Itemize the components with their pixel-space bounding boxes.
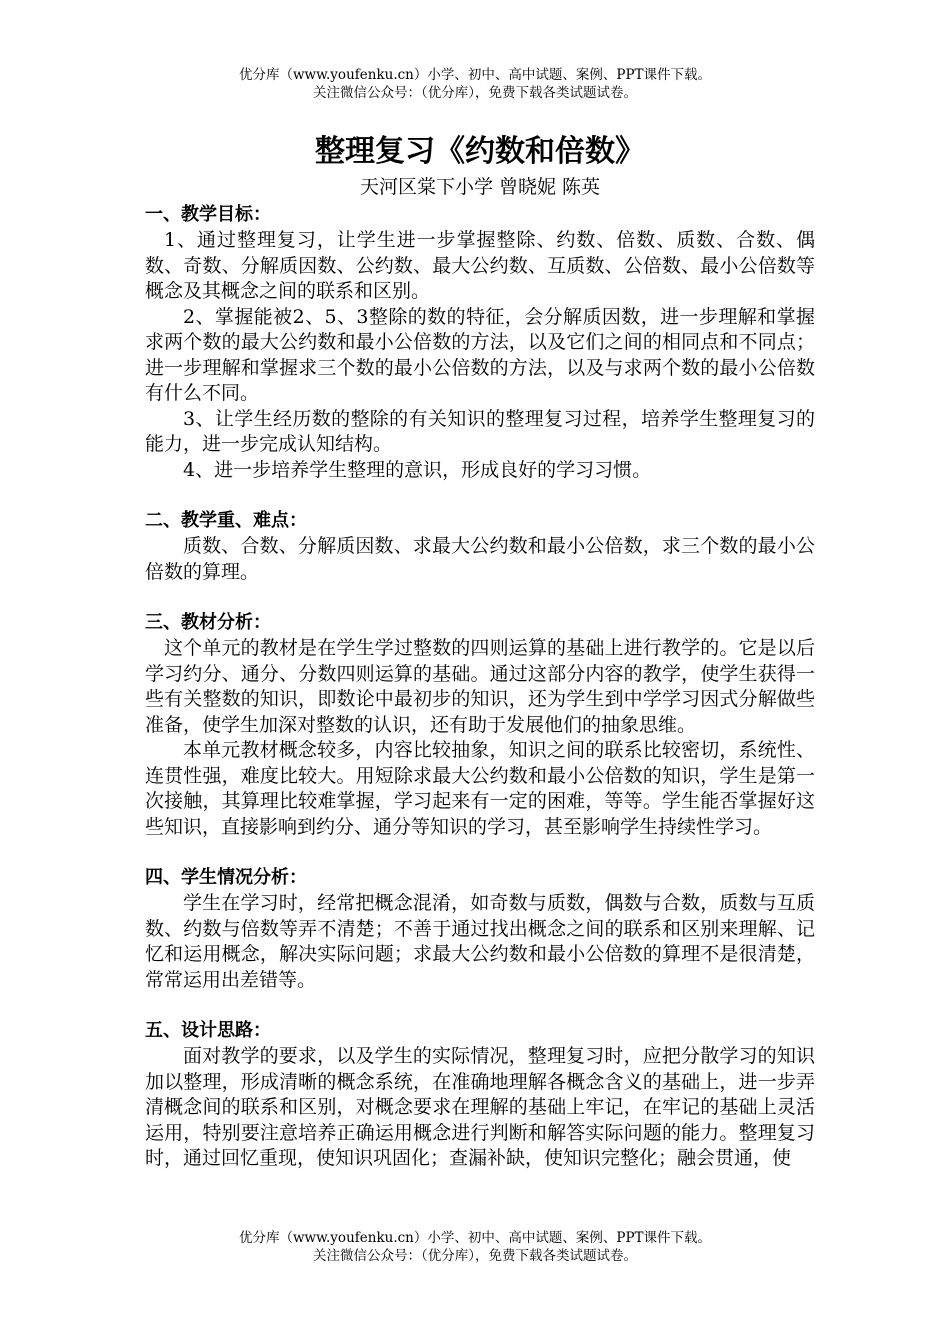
paragraph: 4、进一步培养学生整理的意识，形成良好的学习习惯。 xyxy=(183,458,652,481)
header-line-2: 关注微信公众号：（优分库），免费下载各类试题试卷。 xyxy=(313,85,637,101)
paragraph: 本单元教材概念较多，内容比较抽象，知识之间的联系比较密切，系统性、连贯性强，难度比较大。用短除求最大公约数和最小公倍数的知识，学生是第一次接触，其算理比较难掌握，学习起来有一定的困难，等等。学生能否掌握好这些知识，直接影响到约分、通分等知识的学习，甚至影响学生持续性学习。 xyxy=(145,739,815,838)
paragraph: 面对教学的要求，以及学生的实际情况，整理复习时，应把分散学习的知识加以整理，形成清晰的概念系统，在准确地理解各概念含义的基础上，进一步弄清概念间的联系和区别，对概念要求在理解的基础上牢记，在牢记的基础上灵活运用，特别要注意培养正确运用概念进行判断和解答实际问题的能力。整理复习时，通过回忆重现，使知识巩固化；查漏补缺，使知识完整化；融会贯通，使 xyxy=(145,1045,815,1169)
paragraph: 质数、合数、分解质因数、求最大公约数和最小公倍数，求三个数的最小公倍数的算理。 xyxy=(145,535,815,583)
section-teaching-goals xyxy=(145,202,815,483)
header-line-1: 优分库（www.youfenku.cn）小学、初中、高中试题、案例、PPT课件下载。 xyxy=(238,67,712,83)
section-student-analysis xyxy=(145,865,815,993)
paragraph: 3、让学生经历数的整除的有关知识的整理复习过程，培养学生整理复习的能力，进一步完成认知结构。 xyxy=(145,407,815,455)
section-design-idea xyxy=(145,1018,815,1172)
section-heading: 三、教材分析： xyxy=(145,612,271,633)
footer-line-1: 优分库（www.youfenku.cn）小学、初中、高中试题、案例、PPT课件下载。 xyxy=(238,1230,712,1246)
section-key-points xyxy=(145,508,815,585)
paragraph: 1、通过整理复习，让学生进一步掌握整除、约数、倍数、质数、合数、偶数、奇数、分解质因数、公约数、最大公约数、互质数、公倍数、最小公倍数等概念及其概念之间的联系和区别。 xyxy=(145,229,815,302)
document-author: 天河区棠下小学 曾晓妮 陈英 xyxy=(359,176,601,198)
document-body xyxy=(145,130,815,1172)
paragraph: 这个单元的教材是在学生学过整数的四则运算的基础上进行教学的。它是以后学习约分、通分、分数四则运算的基础。通过这部分内容的教学，使学生获得一些有关整数的知识，即数论中最初步的知识，还为学生到中学学习因式分解做些准备，使学生加深对整数的认识，还有助于发展他们的抽象思维。 xyxy=(145,637,815,736)
paragraph: 2、掌握能被2、5、3整除的数的特征，会分解质因数，进一步理解和掌握求两个数的最大公约数和最小公倍数的方法，以及它们之间的相同点和不同点；进一步理解和掌握求三个数的最小公倍数的方法，以及与求两个数的最小公倍数有什么不同。 xyxy=(145,305,815,404)
section-heading: 四、学生情况分析： xyxy=(145,867,307,888)
paragraph: 学生在学习时，经常把概念混淆，如奇数与质数，偶数与合数，质数与互质数、约数与倍数等弄不清楚；不善于通过找出概念之间的联系和区别来理解、记忆和运用概念，解决实际问题；求最大公约数和最小公倍数的算理不是很清楚，常常运用出差错等。 xyxy=(145,892,815,991)
section-material-analysis xyxy=(145,610,815,840)
document-title: 整理复习《约数和倍数》 xyxy=(315,134,645,169)
section-heading: 二、教学重、难点： xyxy=(145,510,307,531)
page-footer xyxy=(0,1229,950,1265)
section-heading: 五、设计思路： xyxy=(145,1020,271,1041)
section-heading: 一、教学目标： xyxy=(145,204,271,225)
page-header xyxy=(0,66,950,102)
footer-line-2: 关注微信公众号：（优分库），免费下载各类试题试卷。 xyxy=(313,1248,637,1264)
